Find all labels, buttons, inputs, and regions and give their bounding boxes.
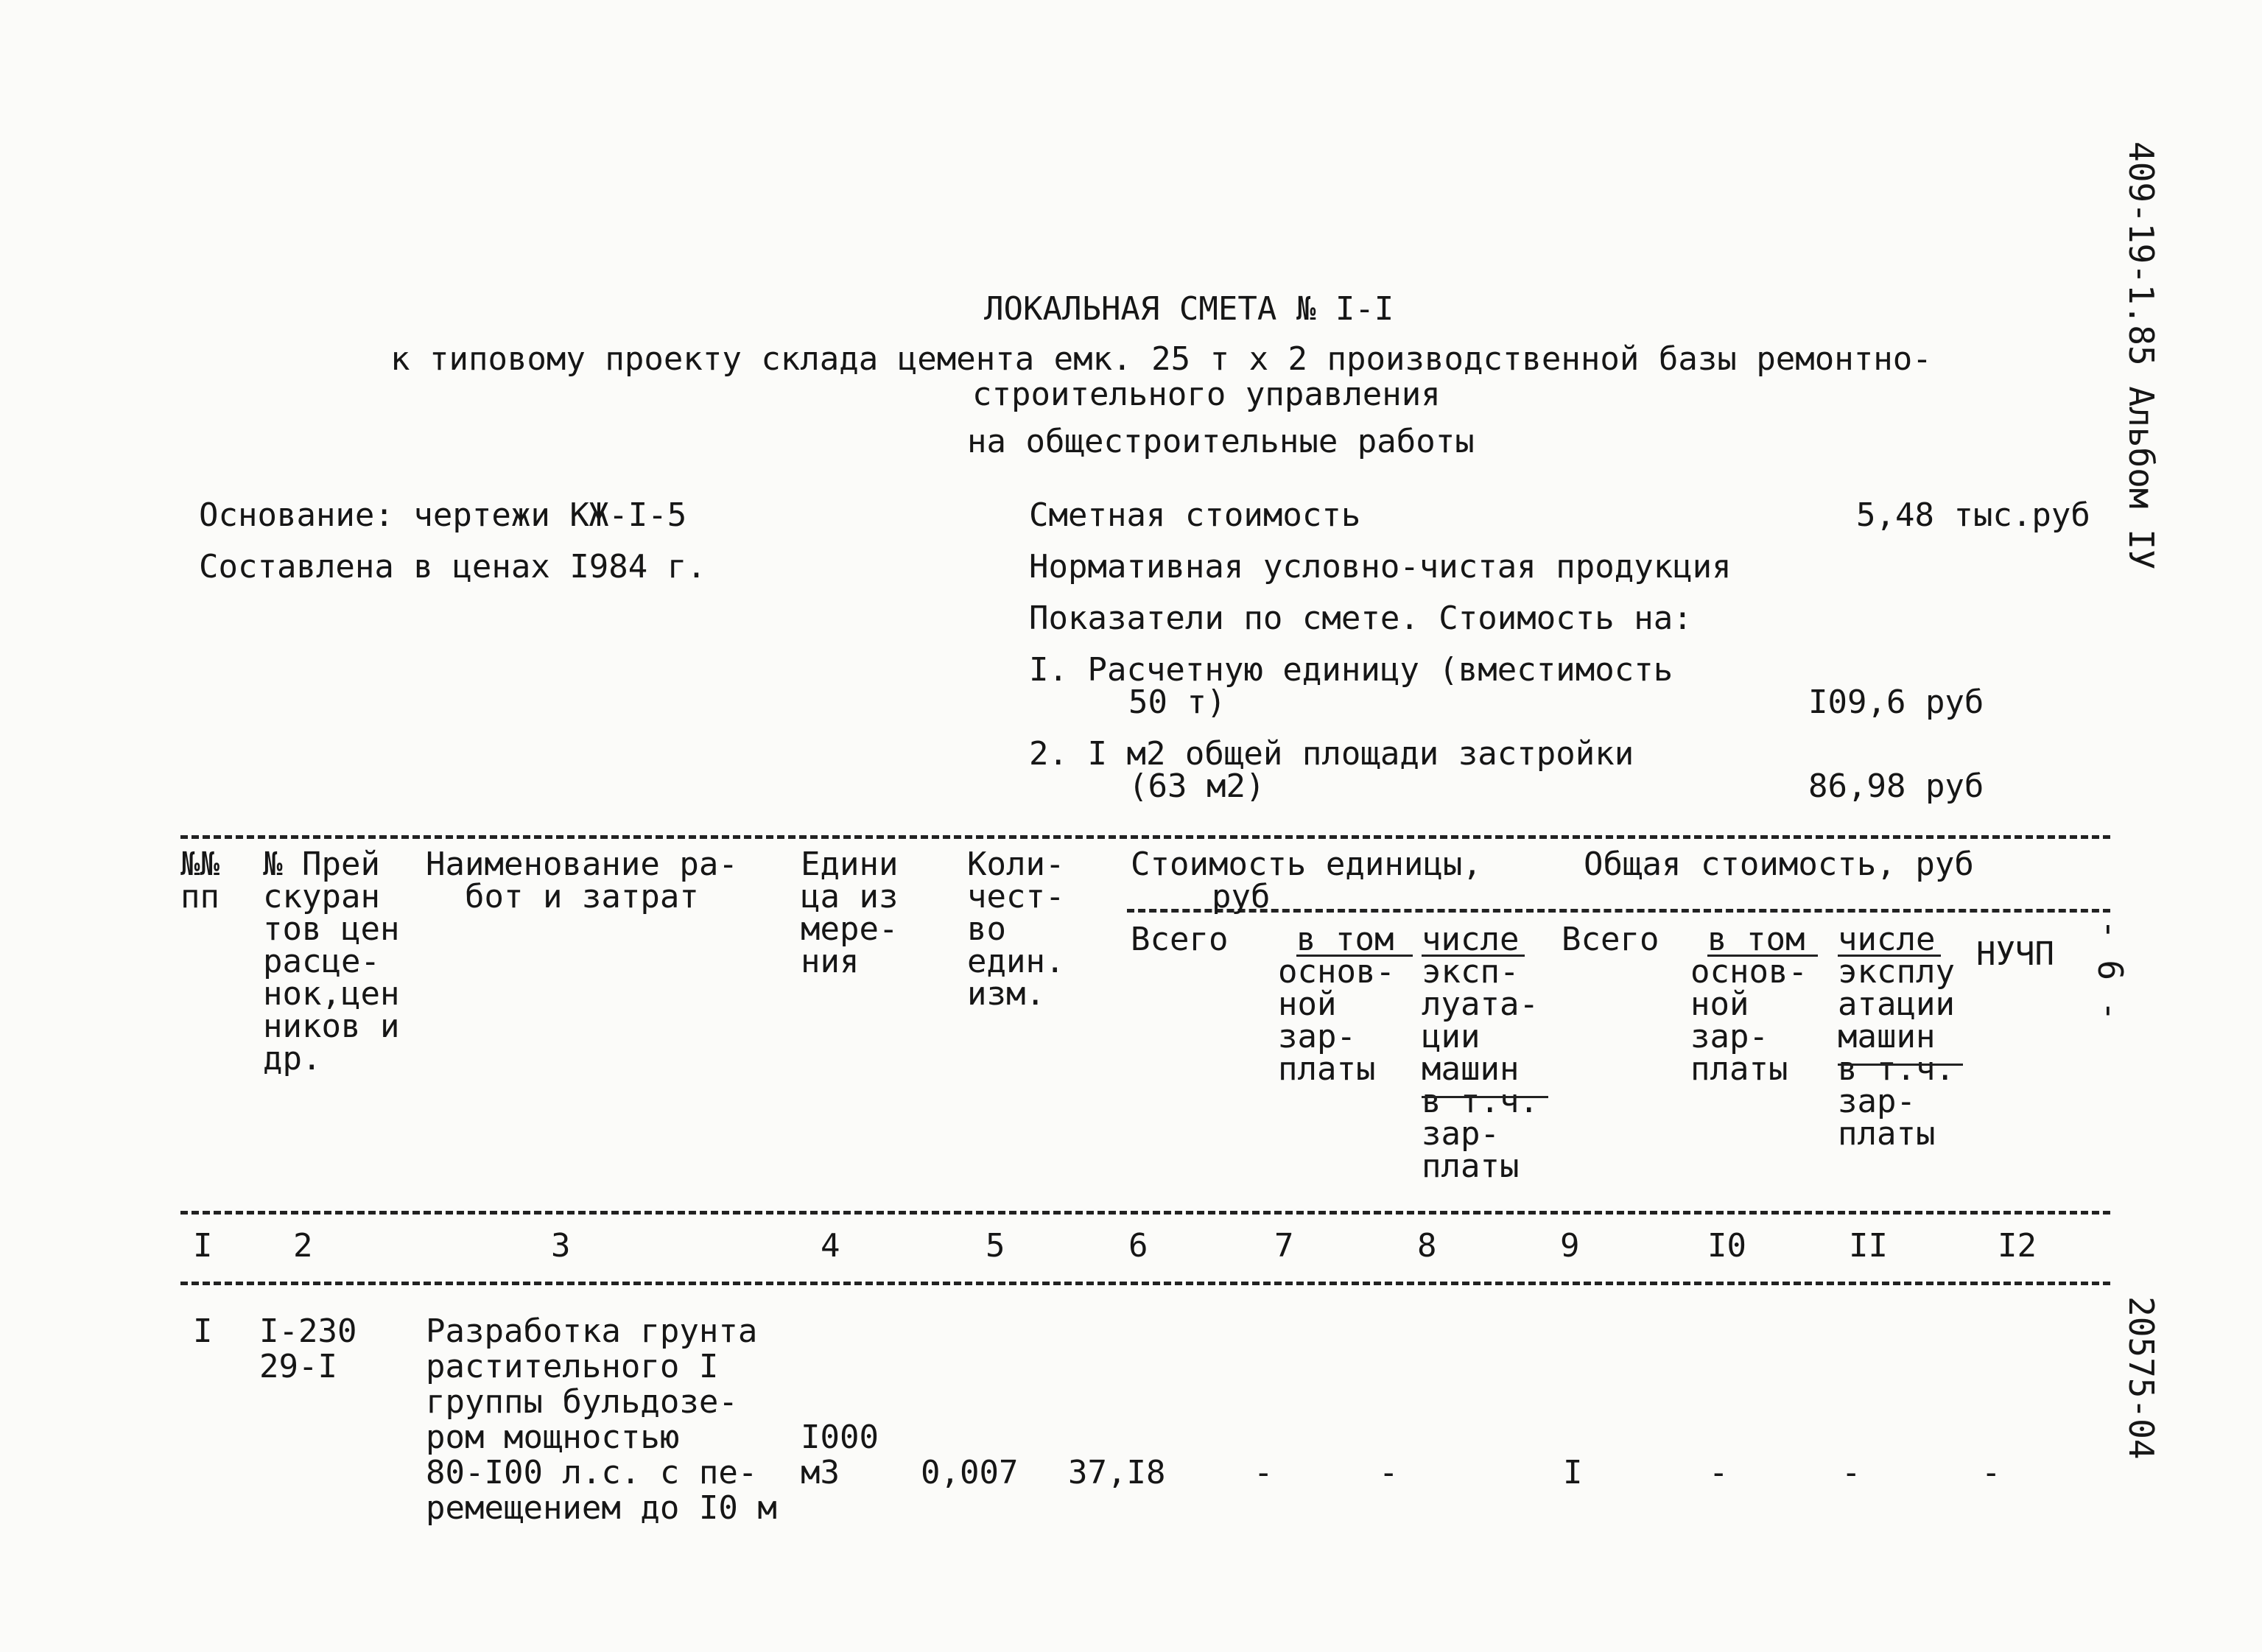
column-number-12: I2	[1998, 1227, 2037, 1265]
column-number-2: 2	[293, 1227, 313, 1265]
header-unit-total: Всего	[1131, 921, 1229, 958]
row-nuchp: -	[1981, 1454, 2001, 1491]
underline-total-machine-top	[1838, 955, 1941, 957]
header-unit-machine: эксп- луата- ции машин	[1422, 953, 1539, 1088]
header-group-rule	[1127, 909, 2110, 913]
header-quantity: Коли- чест- во един. изм.	[967, 846, 1065, 1013]
row-unit-total: 37,I8	[1068, 1454, 1166, 1491]
indicator-2-label: 2. I м2 общей площади застройки	[1029, 735, 1634, 773]
header-total: Всего	[1562, 921, 1659, 958]
row-unit: I000 м3	[801, 1419, 879, 1491]
column-number-11: II	[1849, 1227, 1888, 1265]
header-total-wage: основ- ной зар- платы	[1690, 953, 1808, 1088]
column-number-5: 5	[986, 1227, 1005, 1265]
row-number: I	[193, 1312, 213, 1350]
column-number-8: 8	[1417, 1227, 1437, 1265]
column-number-9: 9	[1560, 1227, 1580, 1265]
document-title: ЛОКАЛЬНАЯ СМЕТА № I-I	[984, 290, 1394, 328]
header-work-name: Наименование ра- бот и затрат	[426, 846, 738, 915]
underline-total-machine	[1838, 1064, 1963, 1066]
header-unit: Едини ца из мере- ния	[801, 846, 899, 980]
row-unit-machine: -	[1379, 1454, 1399, 1491]
header-total-machine-wage: в т.ч. зар- платы	[1838, 1050, 1955, 1153]
row-unit-wage: -	[1254, 1454, 1274, 1491]
underline-unit-machine-top	[1422, 955, 1525, 957]
underline-unit-machine	[1422, 1096, 1548, 1098]
header-total-machine: эксплу атации машин	[1838, 953, 1955, 1055]
header-total-wage-top: в том	[1707, 921, 1805, 958]
row-quantity: 0,007	[921, 1454, 1019, 1491]
price-level-text: Составлена в ценах I984 г.	[199, 548, 706, 586]
column-number-7: 7	[1274, 1227, 1294, 1265]
indicator-1-label-cont: 50 т)	[1128, 683, 1226, 721]
title-subject-continuation: строительного управления	[972, 376, 1441, 413]
header-total-cost-group: Общая стоимость, руб	[1584, 846, 1974, 883]
indicator-1-label: I. Расчетную единицу (вместимость	[1029, 651, 1673, 689]
normative-product-label: Нормативная условно-чистая продукция	[1029, 548, 1732, 586]
archive-stamp-margin: 20575-04	[2121, 1296, 2161, 1460]
header-unit-machine-wage: в т.ч. зар- платы	[1422, 1083, 1539, 1185]
column-number-1: I	[193, 1227, 213, 1265]
header-total-machine-top: числе	[1838, 921, 1936, 958]
title-subject-line: к типовому проекту склада цемента емк. 25 т х 2 производственной базы ремонтно-	[390, 340, 1932, 378]
header-unit-wage-top: в том	[1296, 921, 1394, 958]
column-number-10: I0	[1707, 1227, 1746, 1265]
indicator-2-label-cont: (63 м2)	[1128, 767, 1265, 805]
title-work-type: на общестроительные работы	[967, 423, 1475, 460]
estimate-cost-value: 5,48 тыс.руб	[1856, 496, 2090, 534]
header-row-number: №№ пп	[180, 846, 219, 915]
header-unit-cost-rub: руб	[1212, 878, 1271, 915]
header-unit-wage: основ- ной зар- платы	[1278, 953, 1395, 1088]
row-total: I	[1563, 1454, 1583, 1491]
header-price-list: № Прей скуран тов цен расце- нок,цен ников и др.	[263, 846, 400, 1078]
page-number-margin: - 6 -	[2090, 919, 2130, 1022]
table-top-rule	[180, 835, 2110, 839]
underline-unit-wage-top	[1296, 955, 1413, 957]
album-code-margin: 409-19-1.85 Альбом IУ	[2121, 141, 2161, 570]
estimate-cost-label: Сметная стоимость	[1029, 496, 1361, 534]
row-price-list-code: I-230 29-I	[259, 1312, 357, 1385]
indicator-2-value: 86,98 руб	[1808, 767, 1984, 805]
indicator-1-value: I09,6 руб	[1808, 683, 1984, 721]
basis-text: Основание: чертежи КЖ-I-5	[199, 496, 687, 534]
row-work-name: Разработка грунта растительного I группы бульдозе- ром мощностью 80-I00 л.с. с пе- ремещением до I0 м	[426, 1312, 777, 1527]
indicators-heading: Показатели по смете. Стоимость на:	[1029, 600, 1693, 637]
column-number-4: 4	[821, 1227, 840, 1265]
row-total-wage: -	[1709, 1454, 1729, 1491]
row-total-machine: -	[1841, 1454, 1861, 1491]
column-number-6: 6	[1128, 1227, 1148, 1265]
header-nuchp: НУЧП	[1976, 935, 2054, 973]
header-unit-cost-group: Стоимость единицы,	[1131, 846, 1482, 883]
numbers-bottom-rule	[180, 1282, 2110, 1285]
header-bottom-rule	[180, 1211, 2110, 1215]
column-number-3: 3	[551, 1227, 571, 1265]
header-unit-machine-top: числе	[1422, 921, 1520, 958]
underline-total-wage-top	[1707, 955, 1818, 957]
